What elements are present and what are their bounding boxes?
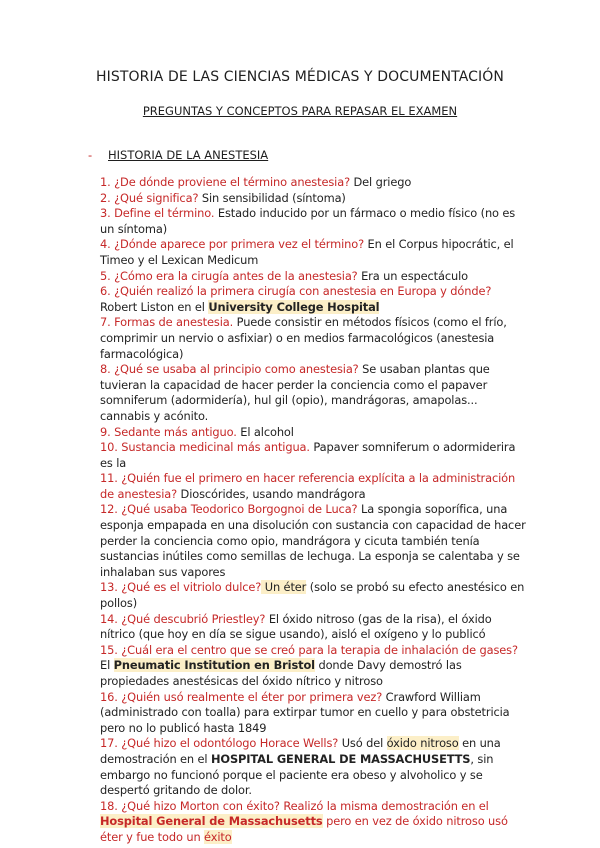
section-heading [88, 148, 268, 162]
list-item [100, 580, 526, 611]
document-title: HISTORIA DE LAS CIENCIAS MÉDICAS Y DOCUMENTACIÓN [96, 69, 504, 85]
answer-text: Dioscórides, usando mandrágora [177, 486, 366, 501]
answer-text: El óxido nitroso (gas de la risa), el óxido nítrico (que hoy en día se sigue usando), aisló el oxígeno y lo publicó [100, 611, 492, 642]
highlighted-term: Un éter [261, 580, 307, 595]
question-text: 8. ¿Qué se usaba al principio como anestesia? [100, 362, 359, 377]
list-item [100, 206, 526, 237]
list-item [100, 471, 526, 502]
list-item [100, 191, 526, 207]
question-text: 14. ¿Qué descubrió Priestley? [100, 611, 266, 626]
answer-text: Sin sensibilidad (síntoma) [198, 190, 346, 205]
answer-text: , sin embargo no funcionó porque el paciente era obeso y alvoholico y se despertó gritando de dolor. [100, 751, 494, 798]
answer-text: en una demostración en el [100, 736, 501, 766]
section-label: HISTORIA DE LA ANESTESIA [108, 148, 269, 162]
question-text: 11. ¿Quién fue el primero en hacer referencia explícita a la administración de anestesia? [100, 471, 516, 501]
question-text: 2. ¿Qué significa? [100, 190, 199, 205]
question-text: 3. Define el término. [100, 206, 215, 221]
highlighted-term: óxido nitroso [386, 736, 459, 751]
question-text: 7. Formas de anestesia. [100, 315, 234, 330]
list-item [100, 502, 526, 580]
bold-term: HOSPITAL GENERAL DE MASSACHUSETTS [210, 751, 471, 766]
list-item [100, 799, 526, 846]
highlighted-term: University College Hospital [208, 299, 380, 314]
answer-text: Usó del [338, 736, 387, 751]
answer-text: Realizó la misma demostración en el [279, 798, 489, 813]
question-text: 17. ¿Qué hizo el odontólogo Horace Wells? [100, 736, 339, 751]
answer-text: Era un espectáculo [357, 268, 468, 283]
answer-text: donde Davy demostró las propiedades anestésicas del óxido nítrico y nitroso [100, 658, 462, 688]
answer-text: pero en vez de óxido nitroso usó éter y fue todo un [100, 814, 508, 844]
document-subtitle: PREGUNTAS Y CONCEPTOS PARA REPASAR EL EXAMEN [142, 104, 458, 118]
question-text: 9. Sedante más antiguo. [100, 424, 237, 439]
list-item [100, 612, 526, 643]
question-text: 15. ¿Cuál era el centro que se creó para la terapia de inhalación de gases? [100, 642, 518, 657]
highlighted-term: éxito [204, 829, 232, 844]
answer-text: En el Corpus hipocrátic, el Timeo y el Lexican Medicum [100, 237, 514, 267]
list-item [100, 175, 526, 191]
list-item [100, 315, 526, 362]
list-item [100, 643, 526, 690]
question-text: 16. ¿Quién usó realmente el éter por primera vez? [100, 689, 383, 704]
list-item [100, 440, 526, 471]
question-text: 5. ¿Cómo era la cirugía antes de la anestesia? [100, 268, 358, 283]
question-text: 1. ¿De dónde proviene el término anestesia? [100, 175, 351, 189]
list-item [100, 362, 526, 424]
question-text: 13. ¿Qué es el vitriolo dulce? [100, 580, 262, 595]
question-text: 6. ¿Quién realizó la primera cirugía con anestesia en Europa y dónde? [100, 284, 492, 299]
question-list [100, 175, 526, 846]
list-item [100, 690, 526, 737]
answer-text: El alcohol [236, 424, 294, 439]
answer-text: Del griego [350, 175, 412, 189]
list-item [100, 736, 526, 798]
list-item [100, 425, 526, 441]
answer-text: Crawford William (administrado con toalla) para extirpar tumor en cuello y para obstetricia pero no lo publicó hasta 1849 [100, 689, 510, 735]
question-text: 18. ¿Qué hizo Morton con éxito? [100, 798, 280, 813]
answer-text: Papaver somniferum o adormiderira es la [100, 440, 516, 470]
question-text: 4. ¿Dónde aparece por primera vez el término? [100, 237, 365, 252]
highlighted-term: Pneumatic Institution en Bristol [113, 658, 315, 673]
question-text: 12. ¿Qué usaba Teodorico Borgognoi de Luca? [100, 502, 358, 517]
answer-text: Robert Liston en el [100, 299, 209, 314]
answer-text: Estado inducido por un fármaco o medio físico (no es un síntoma) [100, 206, 516, 236]
list-item [100, 269, 526, 285]
highlighted-term: Hospital General de Massachusetts [100, 814, 323, 829]
answer-text: (solo se probó su efecto anestésico en pollos) [100, 580, 525, 611]
question-text: 10. Sustancia medicinal más antigua. [100, 440, 310, 455]
answer-text: El [100, 658, 114, 673]
section-bullet: - [88, 148, 93, 162]
list-item [100, 284, 526, 315]
answer-text: Se usaban plantas que tuvieran la capacidad de hacer perder la conciencia como el papaver somniferum (adormidería), hul gil (opio), mandrágoras, amapolas... cannabis y acónito. [100, 362, 490, 423]
answer-text: La spongia soporífica, una esponja empapada en una disolución con sustancia con capacidad de hacer perder la conciencia como opio, mandrágora y cicuta también tenía sustancias inútiles como semillas de lechuga. La esponja se calentaba y se inhalaban sus vapores [100, 502, 526, 579]
list-item [100, 237, 526, 268]
answer-text: Puede consistir en métodos físicos (como el frío, comprimir un nervio o asfixiar) o en medios farmacológicos (anestesia farmacológica) [100, 315, 507, 361]
